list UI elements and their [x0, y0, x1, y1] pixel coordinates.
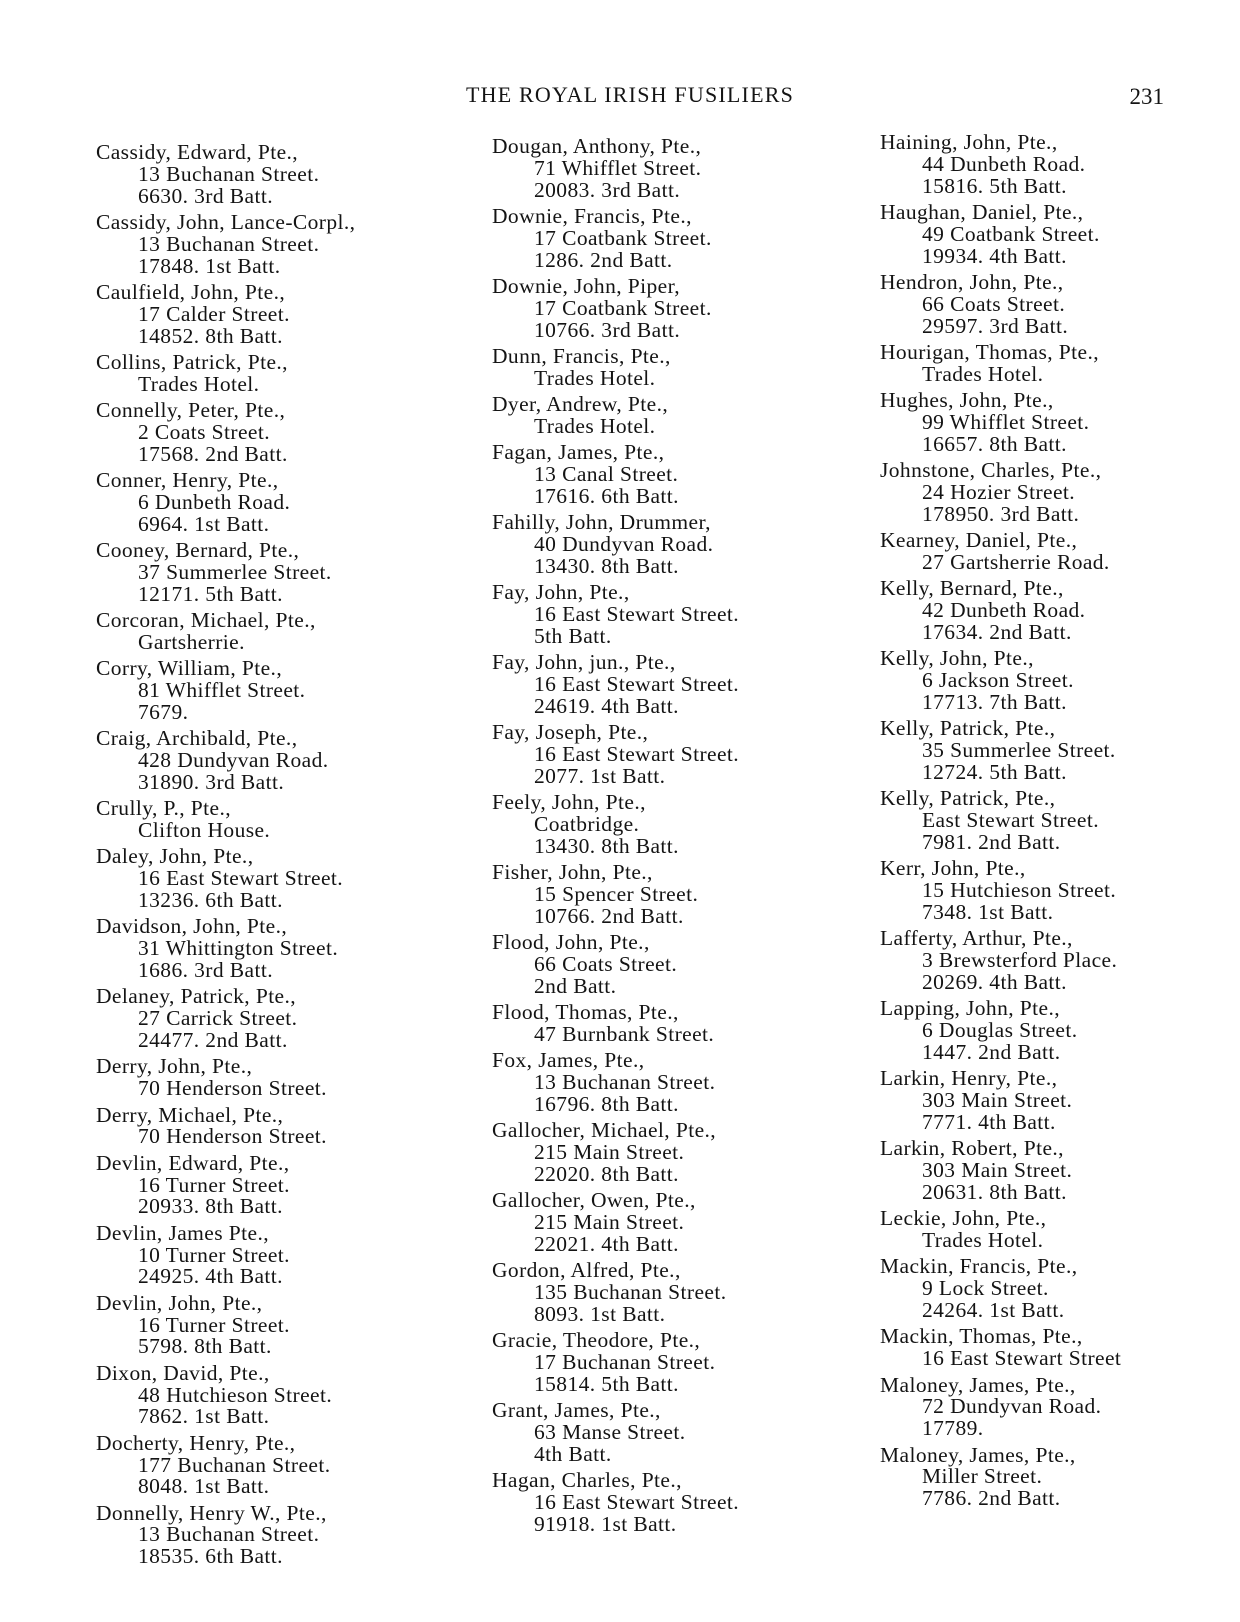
roll-entry: [880, 339, 1240, 386]
entry-address: 428 Dundyvan Road.: [138, 748, 329, 773]
roll-entry: [880, 269, 1240, 338]
entry-address: 16 Turner Street.: [138, 1312, 290, 1337]
entry-name: Connelly, Peter, Pte.,: [96, 398, 286, 423]
roll-entry: [492, 1470, 872, 1535]
roll-entry: [492, 582, 872, 647]
entry-address: 16 East Stewart Street.: [534, 602, 740, 627]
entry-name: Daley, John, Pte.,: [96, 844, 254, 869]
entry-service-number: 7679.: [138, 699, 189, 724]
roll-entry: [96, 142, 476, 207]
entry-service-number: 24264. 1st Batt.: [922, 1297, 1065, 1322]
roll-entry: [492, 394, 872, 438]
entry-address: 135 Buchanan Street.: [534, 1280, 727, 1305]
entry-name: Lapping, John, Pte.,: [880, 996, 1060, 1021]
entry-address: 70 Henderson Street.: [138, 1076, 327, 1101]
entry-name: Kelly, Patrick, Pte.,: [880, 716, 1056, 741]
entry-name: Larkin, Robert, Pte.,: [880, 1136, 1064, 1161]
entry-service-number: 17713. 7th Batt.: [922, 689, 1067, 714]
entry-name: Fox, James, Pte.,: [492, 1048, 645, 1073]
roll-entry: [492, 792, 872, 857]
roll-entry: [96, 658, 476, 723]
entry-service-number: 5th Batt.: [534, 623, 612, 648]
entry-service-number: 29597. 3rd Batt.: [922, 313, 1069, 338]
entry-name: Leckie, John, Pte.,: [880, 1206, 1047, 1231]
roll-entry: [880, 648, 1240, 713]
entry-address: 16 East Stewart Street.: [138, 866, 344, 891]
roll-entry: [492, 343, 872, 390]
roll-entry: [96, 1150, 476, 1219]
roll-entry: [492, 203, 872, 272]
entry-name: Cooney, Bernard, Pte.,: [96, 538, 300, 563]
entry-address: 24 Hozier Street.: [922, 479, 1076, 504]
entry-address: 6 Jackson Street.: [922, 668, 1074, 693]
entry-name: Haining, John, Pte.,: [880, 130, 1058, 154]
roll-entry: [492, 932, 872, 997]
entry-address: 13 Buchanan Street.: [534, 1070, 716, 1095]
entry-address: 99 Whifflet Street.: [922, 409, 1090, 434]
entry-address: Miller Street.: [922, 1464, 1043, 1489]
entry-service-number: 7771. 4th Batt.: [922, 1109, 1056, 1134]
entry-service-number: 10766. 2nd Batt.: [534, 903, 684, 928]
entry-address: 72 Dundyvan Road.: [922, 1394, 1102, 1419]
entry-address: 303 Main Street.: [922, 1087, 1073, 1112]
entry-name: Dyer, Andrew, Pte.,: [492, 392, 669, 417]
entry-name: Gallocher, Michael, Pte.,: [492, 1118, 717, 1143]
entry-name: Kelly, John, Pte.,: [880, 646, 1034, 671]
entry-service-number: 2077. 1st Batt.: [534, 763, 666, 788]
entry-service-number: 16657. 8th Batt.: [922, 431, 1067, 456]
entry-service-number: 20933. 8th Batt.: [138, 1194, 283, 1219]
roll-entry: [96, 1056, 476, 1100]
entry-service-number: 1286. 2nd Batt.: [534, 247, 673, 272]
entry-address: 81 Whifflet Street.: [138, 678, 306, 703]
entry-address: 17 Calder Street.: [138, 301, 290, 326]
roll-entry: [880, 1326, 1240, 1370]
entry-name: Cassidy, John, Lance-Corpl.,: [96, 209, 356, 234]
roll-entry: [880, 1442, 1240, 1511]
entry-name: Flood, Thomas, Pte.,: [492, 1000, 679, 1025]
roll-entry: [880, 718, 1240, 783]
entry-name: Dixon, David, Pte.,: [96, 1360, 270, 1385]
roll-entry: [492, 862, 872, 927]
entry-address: 47 Burnbank Street.: [534, 1022, 715, 1046]
roll-entry: [880, 998, 1240, 1063]
entry-address: 16 East Stewart Street.: [534, 672, 740, 697]
entry-address: 63 Manse Street.: [534, 1420, 686, 1445]
entry-service-number: 16796. 8th Batt.: [534, 1091, 679, 1116]
entry-service-number: 8093. 1st Batt.: [534, 1301, 666, 1326]
entry-service-number: 7862. 1st Batt.: [138, 1404, 270, 1429]
column-2: [492, 136, 872, 1540]
entry-name: Fahilly, John, Drummer,: [492, 510, 711, 535]
roll-entry: [96, 470, 476, 535]
entry-name: Hughes, John, Pte.,: [880, 388, 1054, 413]
entry-service-number: 20083. 3rd Batt.: [534, 177, 681, 202]
roll-entry: [880, 788, 1240, 853]
entry-name: Donnelly, Henry W., Pte.,: [96, 1500, 327, 1525]
entry-name: Haughan, Daniel, Pte.,: [880, 199, 1084, 224]
entry-address: 2 Coats Street.: [138, 419, 270, 444]
entry-service-number: 1686. 3rd Batt.: [138, 958, 273, 983]
entry-address: 40 Dundyvan Road.: [534, 532, 714, 557]
entry-name: Feely, John, Pte.,: [492, 790, 646, 815]
roll-entry: [492, 273, 872, 342]
entry-address: 17 Coatbank Street.: [534, 295, 712, 320]
entry-service-number: 7981. 2nd Batt.: [922, 829, 1061, 854]
entry-address: 17 Buchanan Street.: [534, 1350, 716, 1375]
entry-name: Gracie, Theodore, Pte.,: [492, 1328, 701, 1353]
entry-address: 37 Summerlee Street.: [138, 559, 332, 584]
entry-address: 177 Buchanan Street.: [138, 1452, 331, 1477]
entry-name: Johnstone, Charles, Pte.,: [880, 458, 1102, 483]
entry-address: 16 Turner Street.: [138, 1172, 290, 1197]
entry-service-number: 7348. 1st Batt.: [922, 899, 1054, 924]
entry-name: Kelly, Bernard, Pte.,: [880, 576, 1064, 601]
entry-name: Davidson, John, Pte.,: [96, 914, 288, 939]
roll-entry: [492, 512, 872, 577]
entry-name: Devlin, John, Pte.,: [96, 1290, 263, 1315]
entry-address: Trades Hotel.: [534, 413, 656, 438]
roll-entry: [492, 1120, 872, 1185]
entry-address: 31 Whittington Street.: [138, 936, 339, 961]
page-title: THE ROYAL IRISH FUSILIERS: [465, 82, 795, 107]
roll-entry: [880, 199, 1240, 268]
entry-address: 6 Douglas Street.: [922, 1018, 1078, 1042]
entry-name: Derry, Michael, Pte.,: [96, 1102, 284, 1127]
entry-service-number: 12171. 5th Batt.: [138, 581, 283, 606]
entry-name: Grant, James, Pte.,: [492, 1398, 661, 1423]
entry-service-number: 12724. 5th Batt.: [922, 759, 1067, 784]
entry-service-number: 24619. 4th Batt.: [534, 693, 679, 718]
entry-address: Gartsherrie.: [138, 629, 245, 654]
entry-name: Dougan, Anthony, Pte.,: [492, 134, 702, 158]
entry-name: Flood, John, Pte.,: [492, 930, 650, 955]
roll-entry: [96, 916, 476, 981]
entry-name: Corcoran, Michael, Pte.,: [96, 608, 316, 633]
roll-entry: [492, 1190, 872, 1255]
entry-address: 16 East Stewart Street: [922, 1346, 1122, 1371]
entry-address: 49 Coatbank Street.: [922, 221, 1100, 246]
entry-service-number: 8048. 1st Batt.: [138, 1474, 270, 1499]
entry-service-number: 19934. 4th Batt.: [922, 243, 1067, 268]
entry-service-number: 15814. 5th Batt.: [534, 1371, 679, 1396]
entry-address: 70 Henderson Street.: [138, 1124, 327, 1149]
roll-entry: [96, 610, 476, 654]
entry-name: Hagan, Charles, Pte.,: [492, 1468, 682, 1493]
entry-name: Caulfield, John, Pte.,: [96, 279, 286, 304]
entry-name: Larkin, Henry, Pte.,: [880, 1066, 1058, 1091]
entry-name: Collins, Patrick, Pte.,: [96, 349, 288, 374]
roll-entry: [492, 652, 872, 717]
entry-service-number: 17848. 1st Batt.: [138, 253, 281, 278]
roll-entry: [96, 1360, 476, 1429]
entry-service-number: 17616. 6th Batt.: [534, 483, 679, 508]
entry-address: 16 East Stewart Street.: [534, 742, 740, 767]
entry-address: Trades Hotel.: [922, 1227, 1044, 1252]
roll-entry: [492, 442, 872, 507]
entry-service-number: 20269. 4th Batt.: [922, 969, 1067, 994]
entry-service-number: 15816. 5th Batt.: [922, 173, 1067, 198]
roll-entry: [880, 858, 1240, 923]
entry-name: Docherty, Henry, Pte.,: [96, 1430, 296, 1455]
entry-address: 10 Turner Street.: [138, 1242, 290, 1267]
entry-address: 3 Brewsterford Place.: [922, 948, 1118, 973]
entry-service-number: 2nd Batt.: [534, 973, 617, 998]
roll-entry: [96, 1220, 476, 1289]
entry-name: Mackin, Thomas, Pte.,: [880, 1324, 1083, 1349]
entry-name: Dunn, Francis, Pte.,: [492, 343, 671, 368]
entry-address: 215 Main Street.: [534, 1140, 685, 1165]
roll-entry: [96, 1500, 476, 1569]
entry-address: 66 Coats Street.: [922, 291, 1066, 316]
roll-entry: [492, 1050, 872, 1115]
entry-address: Trades Hotel.: [922, 361, 1044, 386]
roll-entry: [880, 390, 1240, 455]
roll-entry: [880, 928, 1240, 993]
entry-name: Mackin, Francis, Pte.,: [880, 1254, 1078, 1279]
roll-entry: [492, 722, 872, 787]
entry-name: Conner, Henry, Pte.,: [96, 468, 279, 493]
roll-entry: [880, 132, 1240, 197]
column-1: [96, 142, 476, 1573]
entry-service-number: 18535. 6th Batt.: [138, 1544, 283, 1569]
entry-name: Fay, Joseph, Pte.,: [492, 720, 649, 745]
running-header: [0, 78, 1240, 118]
entry-address: 215 Main Street.: [534, 1210, 685, 1235]
entry-address: 13 Buchanan Street.: [138, 161, 320, 186]
roll-entry: [492, 1260, 872, 1325]
entry-address: Coatbridge.: [534, 812, 640, 837]
roll-entry: [96, 540, 476, 605]
entry-name: Kearney, Daniel, Pte.,: [880, 528, 1078, 553]
entry-address: 13 Buchanan Street.: [138, 231, 320, 256]
entry-name: Corry, William, Pte.,: [96, 656, 283, 681]
entry-name: Hourigan, Thomas, Pte.,: [880, 339, 1100, 364]
entry-name: Fagan, James, Pte.,: [492, 440, 665, 465]
entry-name: Lafferty, Arthur, Pte.,: [880, 926, 1073, 951]
entry-address: Clifton House.: [138, 818, 271, 843]
entry-address: 15 Spencer Street.: [534, 882, 699, 907]
roll-entry: [96, 1430, 476, 1499]
roll-entry: [880, 1138, 1240, 1203]
entry-service-number: 31890. 3rd Batt.: [138, 769, 285, 794]
roll-entry: [492, 1330, 872, 1395]
roll-entry: [492, 1002, 872, 1046]
entry-address: 13 Buchanan Street.: [138, 1522, 320, 1547]
entry-name: Fisher, John, Pte.,: [492, 860, 653, 885]
entry-name: Fay, John, Pte.,: [492, 580, 630, 605]
entry-address: 27 Gartsherrie Road.: [922, 549, 1110, 574]
entry-address: 303 Main Street.: [922, 1157, 1073, 1182]
entry-name: Downie, Francis, Pte.,: [492, 203, 692, 228]
entry-name: Delaney, Patrick, Pte.,: [96, 984, 297, 1009]
roll-entry: [96, 400, 476, 465]
roll-entry: [880, 460, 1240, 525]
entry-name: Crully, P., Pte.,: [96, 796, 232, 821]
entry-service-number: 13430. 8th Batt.: [534, 833, 679, 858]
entry-name: Downie, John, Piper,: [492, 273, 681, 298]
entry-address: East Stewart Street.: [922, 808, 1099, 833]
entry-address: 27 Carrick Street.: [138, 1006, 298, 1031]
entry-service-number: 178950. 3rd Batt.: [922, 501, 1080, 526]
entry-service-number: 13430. 8th Batt.: [534, 553, 679, 578]
roll-entry: [96, 728, 476, 793]
entry-address: 44 Dunbeth Road.: [922, 151, 1086, 176]
roll-entry: [880, 1068, 1240, 1133]
roll-entry: [880, 530, 1240, 574]
entry-service-number: 20631. 8th Batt.: [922, 1179, 1067, 1204]
entry-service-number: 22021. 4th Batt.: [534, 1231, 679, 1256]
entry-address: Trades Hotel.: [534, 365, 656, 390]
entry-service-number: 6630. 3rd Batt.: [138, 183, 273, 208]
roll-entry: [880, 578, 1240, 643]
roll-entry: [492, 1400, 872, 1465]
entry-address: 48 Hutchieson Street.: [138, 1382, 333, 1407]
entry-address: 9 Lock Street.: [922, 1276, 1049, 1301]
entry-name: Kelly, Patrick, Pte.,: [880, 786, 1056, 811]
roll-entry: [880, 1372, 1240, 1441]
entry-address: 16 East Stewart Street.: [534, 1490, 740, 1515]
roll-entry: [96, 1102, 476, 1149]
entry-name: Gallocher, Owen, Pte.,: [492, 1188, 696, 1213]
roll-entry: [96, 986, 476, 1051]
entry-name: Devlin, Edward, Pte.,: [96, 1150, 290, 1175]
entry-name: Maloney, James, Pte.,: [880, 1442, 1076, 1467]
entry-address: 15 Hutchieson Street.: [922, 878, 1117, 903]
entry-service-number: 5798. 8th Batt.: [138, 1334, 272, 1359]
entry-address: 17 Coatbank Street.: [534, 225, 712, 250]
entry-service-number: 7786. 2nd Batt.: [922, 1486, 1061, 1511]
entry-service-number: 91918. 1st Batt.: [534, 1511, 677, 1536]
entry-address: 13 Canal Street.: [534, 462, 679, 487]
roll-entry: [96, 349, 476, 396]
entry-service-number: 17568. 2nd Batt.: [138, 441, 288, 466]
roll-entry: [96, 279, 476, 348]
entry-address: 35 Summerlee Street.: [922, 738, 1116, 763]
entry-name: Cassidy, Edward, Pte.,: [96, 140, 299, 164]
entry-name: Hendron, John, Pte.,: [880, 269, 1064, 294]
roll-entry: [96, 1290, 476, 1359]
column-3: [880, 132, 1240, 1514]
entry-service-number: 24925. 4th Batt.: [138, 1264, 283, 1289]
entry-service-number: 17789.: [922, 1416, 984, 1441]
entry-name: Fay, John, jun., Pte.,: [492, 650, 676, 675]
entry-name: Craig, Archibald, Pte.,: [96, 726, 298, 751]
entry-name: Gordon, Alfred, Pte.,: [492, 1258, 681, 1283]
entry-name: Maloney, James, Pte.,: [880, 1372, 1076, 1397]
entry-address: Trades Hotel.: [138, 371, 260, 396]
roll-entry: [880, 1256, 1240, 1321]
entry-service-number: 10766. 3rd Batt.: [534, 317, 681, 342]
roll-entry: [96, 846, 476, 911]
roll-entry: [96, 798, 476, 842]
entry-name: Derry, John, Pte.,: [96, 1054, 253, 1079]
roll-entry: [492, 136, 872, 201]
entry-service-number: 6964. 1st Batt.: [138, 511, 270, 536]
entry-name: Kerr, John, Pte.,: [880, 856, 1026, 881]
entry-address: 42 Dunbeth Road.: [922, 598, 1086, 623]
roll-entry: [880, 1208, 1240, 1252]
entry-service-number: 13236. 6th Batt.: [138, 888, 283, 913]
entry-address: 71 Whifflet Street.: [534, 155, 702, 180]
page-number: 231: [1129, 84, 1164, 109]
entry-service-number: 22020. 8th Batt.: [534, 1161, 679, 1186]
entry-service-number: 4th Batt.: [534, 1441, 612, 1466]
entry-address: 6 Dunbeth Road.: [138, 489, 291, 514]
entry-service-number: 17634. 2nd Batt.: [922, 619, 1072, 644]
entry-service-number: 14852. 8th Batt.: [138, 323, 283, 348]
entry-name: Devlin, James Pte.,: [96, 1220, 270, 1245]
entry-service-number: 24477. 2nd Batt.: [138, 1028, 288, 1052]
entry-address: 66 Coats Street.: [534, 952, 678, 977]
roll-entry: [96, 209, 476, 278]
entry-service-number: 1447. 2nd Batt.: [922, 1039, 1061, 1064]
